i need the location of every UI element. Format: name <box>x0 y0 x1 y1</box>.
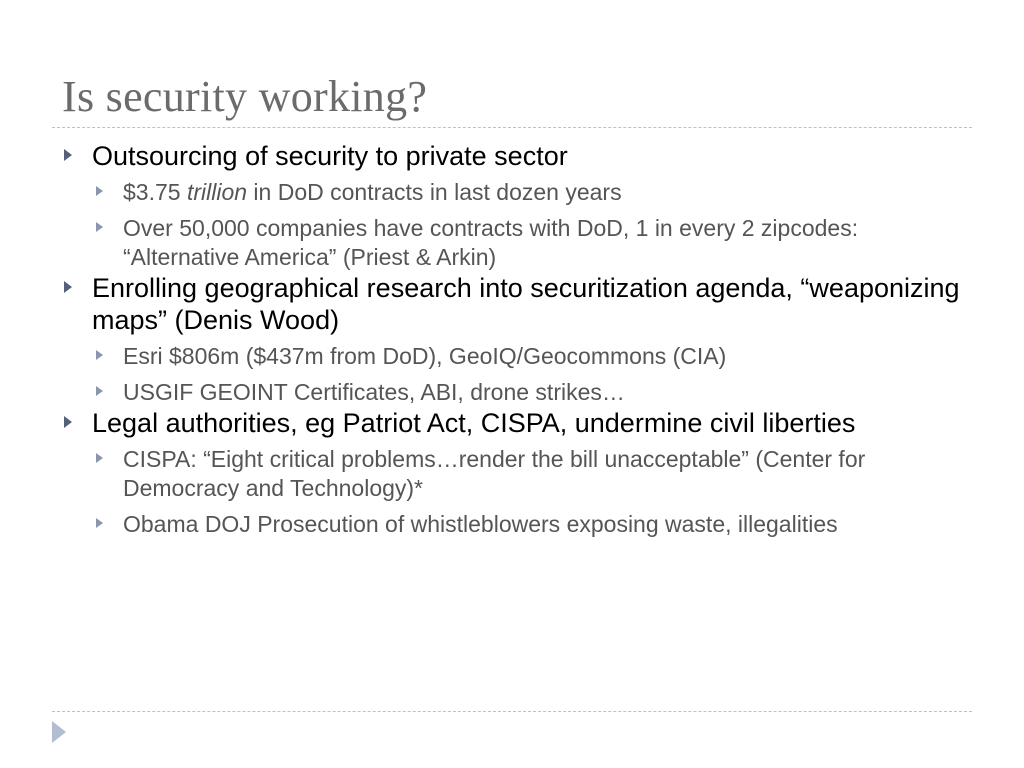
sub-bullet-text: USGIF GEOINT Certificates, ABI, drone strikes… <box>123 379 625 405</box>
sub-bullet-text: Obama DOJ Prosecution of whistleblowers exposing waste, illegalities <box>123 511 838 537</box>
sub-bullet-dod-contracts <box>62 178 962 207</box>
triangle-bullet-icon <box>96 222 103 232</box>
bullet-outsourcing <box>62 140 962 172</box>
bullet-geographical-research <box>62 272 962 336</box>
triangle-bullet-icon <box>96 186 103 196</box>
sub-bullet-text-emphasis: trillion <box>186 179 248 205</box>
sub-bullet-doj <box>62 510 962 539</box>
sub-bullet-text: CISPA: “Eight critical problems…render the bill unacceptable” (Center for Democracy and Technology)* <box>123 446 866 501</box>
bullet-legal-authorities <box>62 407 962 439</box>
triangle-bullet-icon <box>64 281 72 293</box>
triangle-bullet-icon <box>96 386 103 396</box>
sub-bullet-usgif <box>62 378 962 407</box>
bullet-text: Legal authorities, eg Patriot Act, CISPA, undermine civil liberties <box>92 408 856 438</box>
next-slide-arrow-icon[interactable] <box>52 721 66 743</box>
sub-bullet-esri <box>62 342 962 371</box>
sub-bullet-text: Esri $806m ($437m from DoD), GeoIQ/Geocommons (CIA) <box>123 343 727 369</box>
slide-title: Is security working? <box>62 72 428 121</box>
bullet-text: Outsourcing of security to private sector <box>92 141 568 171</box>
sub-bullet-text-post: in DoD contracts in last dozen years <box>247 179 622 205</box>
sub-bullet-text-pre: $3.75 <box>123 179 187 205</box>
sub-bullet-text: Over 50,000 companies have contracts with DoD, 1 in every 2 zipcodes: “Alternative America” (Priest & Arkin) <box>123 215 859 270</box>
bullet-list <box>62 140 962 539</box>
title-divider <box>52 127 972 128</box>
triangle-bullet-icon <box>64 416 72 428</box>
sub-bullet-cispa <box>62 445 962 503</box>
triangle-bullet-icon <box>64 149 72 161</box>
triangle-bullet-icon <box>96 350 103 360</box>
triangle-bullet-icon <box>96 518 103 528</box>
footer-divider <box>52 711 972 712</box>
bullet-text: Enrolling geographical research into securitization agenda, “weaponizing maps” (Denis Wood) <box>92 273 960 335</box>
triangle-bullet-icon <box>96 453 103 463</box>
sub-bullet-companies <box>62 214 962 272</box>
